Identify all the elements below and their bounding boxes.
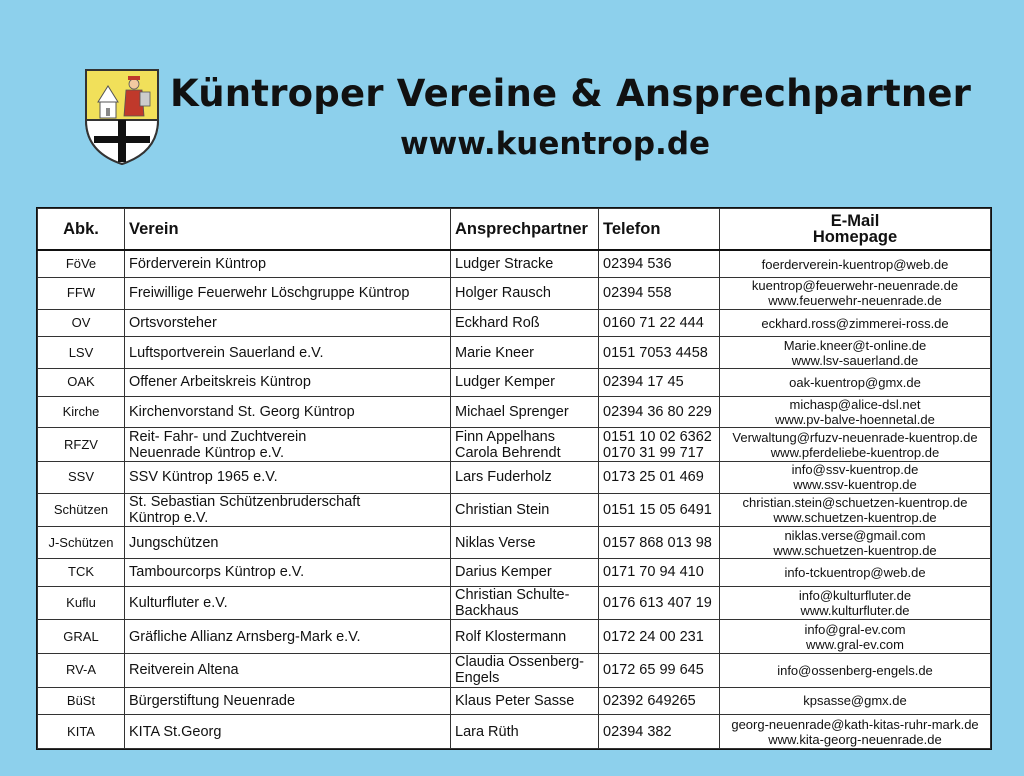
email-homepage-cell [720, 396, 991, 428]
verein-cell [125, 586, 451, 620]
contact-person-cell [451, 620, 599, 654]
table-row [38, 278, 991, 310]
verein-cell [125, 250, 451, 278]
verein-cell-line: Reitverein Altena [129, 662, 239, 679]
abk-cell: GRAL [38, 620, 125, 654]
table-row [38, 558, 991, 586]
contact-person-cell-line: Michael Sprenger [455, 403, 569, 420]
contact-person-cell [451, 278, 599, 310]
abk-cell: TCK [38, 558, 125, 586]
contact-person-cell-line: Lara Rüth [455, 723, 519, 740]
contact-person-cell-line: Christian Stein [455, 501, 550, 518]
contact-person-cell-line: Marie Kneer [455, 344, 534, 361]
table-row [38, 396, 991, 428]
verein-cell [125, 278, 451, 310]
phone-cell [599, 527, 720, 559]
email-homepage-cell-line[interactable]: Verwaltung@rfuzv-neuenrade-kuentrop.de [732, 429, 978, 445]
abk-cell: FFW [38, 278, 125, 310]
phone-cell [599, 396, 720, 428]
verein-cell-line: Offener Arbeitskreis Küntrop [129, 374, 311, 391]
table-row [38, 309, 991, 337]
email-homepage-cell-line[interactable]: www.kulturfluter.de [800, 602, 910, 618]
email-homepage-cell-line[interactable]: georg-neuenrade@kath-kitas-ruhr-mark.de [731, 716, 979, 732]
verein-cell-line: St. Sebastian Schützenbruderschaft [129, 493, 361, 510]
contact-person-cell-line: Claudia Ossenberg- [455, 654, 584, 671]
phone-cell [599, 653, 720, 687]
email-homepage-cell-line[interactable]: www.feuerwehr-neuenrade.de [768, 293, 942, 309]
phone-cell-line: 0176 613 407 19 [603, 594, 712, 611]
phone-cell [599, 493, 720, 527]
contact-person-cell [451, 558, 599, 586]
abk-cell: OAK [38, 368, 125, 396]
verein-cell-line: Kirchenvorstand St. Georg Küntrop [129, 403, 355, 420]
column-header-ansprechpartner: Ansprechpartner [451, 209, 599, 251]
email-homepage-cell-line[interactable]: oak-kuentrop@gmx.de [789, 374, 921, 390]
abk-cell: Schützen [38, 493, 125, 527]
phone-cell [599, 309, 720, 337]
email-homepage-cell-line[interactable]: info@gral-ev.com [804, 621, 906, 637]
contact-person-cell-line: Finn Appelhans [455, 428, 555, 445]
contact-person-cell [451, 396, 599, 428]
phone-cell [599, 558, 720, 586]
contact-person-cell-line: Niklas Verse [455, 534, 536, 551]
contact-person-cell-line: Darius Kemper [455, 564, 552, 581]
verein-cell-line: Ortsvorsteher [129, 315, 217, 332]
verein-cell-line: Neuenrade Küntrop e.V. [129, 444, 285, 461]
phone-cell-line: 0151 10 02 6362 [603, 428, 712, 445]
email-homepage-cell-line[interactable]: www.pv-balve-hoennetal.de [775, 411, 935, 427]
contact-person-cell-line: Klaus Peter Sasse [455, 692, 575, 709]
email-homepage-cell-line[interactable]: info@ossenberg-engels.de [777, 662, 933, 678]
email-homepage-cell [720, 428, 991, 462]
email-homepage-cell-line[interactable]: www.schuetzen-kuentrop.de [773, 509, 937, 525]
phone-cell [599, 715, 720, 749]
table-row [38, 493, 991, 527]
phone-cell-line: 02394 17 45 [603, 374, 684, 391]
table-header-row [38, 209, 991, 251]
email-homepage-cell-line[interactable]: christian.stein@schuetzen-kuentrop.de [742, 494, 968, 510]
contact-person-cell [451, 493, 599, 527]
email-homepage-cell [720, 337, 991, 369]
table-row [38, 368, 991, 396]
abk-cell: SSV [38, 461, 125, 493]
phone-cell [599, 586, 720, 620]
email-homepage-cell-line[interactable]: kuentrop@feuerwehr-neuenrade.de [751, 278, 959, 294]
verein-cell-line: Gräfliche Allianz Arnsberg-Mark e.V. [129, 628, 361, 645]
column-header-email: E-Mail [830, 212, 880, 230]
email-homepage-cell [720, 493, 991, 527]
verein-cell-line: Küntrop e.V. [129, 509, 209, 526]
abk-cell: FöVe [38, 250, 125, 278]
email-homepage-cell-line[interactable]: www.schuetzen-kuentrop.de [773, 542, 937, 558]
contact-person-cell [451, 715, 599, 749]
verein-cell [125, 493, 451, 527]
abk-cell: RV-A [38, 653, 125, 687]
table-row [38, 620, 991, 654]
column-header-verein: Verein [125, 209, 451, 251]
verein-cell [125, 337, 451, 369]
email-homepage-cell-line[interactable]: www.ssv-kuentrop.de [793, 477, 917, 493]
phone-cell [599, 620, 720, 654]
contact-person-cell-line: Holger Rausch [455, 285, 551, 302]
abk-cell: BüSt [38, 687, 125, 715]
phone-cell-line: 02394 382 [603, 723, 672, 740]
contact-person-cell-line: Rolf Klostermann [455, 628, 567, 645]
table-row [38, 337, 991, 369]
phone-cell-line: 0171 70 94 410 [603, 564, 704, 581]
verein-cell-line: Freiwillige Feuerwehr Löschgruppe Küntrop [129, 285, 410, 302]
email-homepage-cell-line[interactable]: Marie.kneer@t-online.de [783, 337, 927, 353]
contact-person-cell [451, 428, 599, 462]
email-homepage-cell [720, 586, 991, 620]
table-row [38, 687, 991, 715]
contact-person-cell [451, 687, 599, 715]
email-homepage-cell [720, 250, 991, 278]
verein-cell [125, 558, 451, 586]
email-homepage-cell-line[interactable]: eckhard.ross@zimmerei-ross.de [761, 315, 949, 331]
column-header-abk: Abk. [38, 209, 125, 251]
email-homepage-cell-line[interactable]: www.lsv-sauerland.de [791, 352, 919, 368]
contacts-table-container [36, 207, 992, 750]
email-homepage-cell-line[interactable]: kpsasse@gmx.de [803, 693, 907, 709]
verein-cell-line: Reit- Fahr- und Zuchtverein [129, 428, 307, 445]
contact-person-cell [451, 527, 599, 559]
phone-cell [599, 428, 720, 462]
contact-person-cell-line: Ludger Stracke [455, 256, 554, 273]
website-url: www.kuentrop.de [399, 126, 711, 162]
email-homepage-cell [720, 309, 991, 337]
email-homepage-cell [720, 278, 991, 310]
verein-cell [125, 715, 451, 749]
email-homepage-cell [720, 461, 991, 493]
table-row [38, 527, 991, 559]
phone-cell-line: 0173 25 01 469 [603, 469, 704, 486]
email-homepage-cell [720, 715, 991, 749]
email-homepage-cell-line[interactable]: info-tckuentrop@web.de [784, 564, 926, 580]
verein-cell [125, 396, 451, 428]
table-row [38, 653, 991, 687]
phone-cell-line: 0172 65 99 645 [603, 662, 704, 679]
verein-cell [125, 428, 451, 462]
email-homepage-cell-line[interactable]: foerderverein-kuentrop@web.de [761, 256, 949, 272]
abk-cell: KITA [38, 715, 125, 749]
verein-cell [125, 461, 451, 493]
abk-cell: OV [38, 309, 125, 337]
phone-cell-line: 0160 71 22 444 [603, 315, 704, 332]
phone-cell [599, 250, 720, 278]
phone-cell [599, 687, 720, 715]
contact-person-cell [451, 586, 599, 620]
phone-cell-line: 0170 31 99 717 [603, 444, 704, 461]
verein-cell-line: KITA St.Georg [129, 723, 222, 740]
verein-cell-line: Luftsportverein Sauerland e.V. [129, 344, 324, 361]
coat-of-arms-icon [84, 68, 160, 166]
email-homepage-cell [720, 687, 991, 715]
abk-cell: RFZV [38, 428, 125, 462]
phone-cell [599, 337, 720, 369]
verein-cell-line: Förderverein Küntrop [129, 256, 267, 273]
email-homepage-cell [720, 368, 991, 396]
contact-person-cell-line: Lars Fuderholz [455, 469, 552, 486]
abk-cell: LSV [38, 337, 125, 369]
table-row [38, 250, 991, 278]
verein-cell [125, 309, 451, 337]
phone-cell-line: 02394 558 [603, 285, 672, 302]
phone-cell-line: 0151 15 05 6491 [603, 501, 712, 518]
phone-cell-line: 02394 536 [603, 256, 672, 273]
email-homepage-cell [720, 558, 991, 586]
contact-person-cell-line: Carola Behrendt [455, 444, 561, 461]
abk-cell: J-Schützen [38, 527, 125, 559]
contact-person-cell [451, 250, 599, 278]
contact-person-cell [451, 368, 599, 396]
email-homepage-cell [720, 620, 991, 654]
contact-person-cell [451, 309, 599, 337]
verein-cell-line: Kulturfluter e.V. [129, 594, 228, 611]
verein-cell-line: SSV Küntrop 1965 e.V. [129, 469, 278, 486]
table-row [38, 715, 991, 749]
verein-cell [125, 687, 451, 715]
phone-cell-line: 02392 649265 [603, 692, 696, 709]
column-header-email-homepage [720, 209, 991, 251]
phone-cell [599, 461, 720, 493]
verein-cell-line: Jungschützen [129, 534, 219, 551]
verein-cell [125, 368, 451, 396]
contact-person-cell-line: Engels [455, 670, 500, 687]
email-homepage-cell-line[interactable]: info@ssv-kuentrop.de [791, 462, 919, 478]
phone-cell-line: 0157 868 013 98 [603, 534, 712, 551]
abk-cell: Kuflu [38, 586, 125, 620]
verein-cell-line: Tambourcorps Küntrop e.V. [129, 564, 305, 581]
contacts-table [37, 208, 991, 749]
email-homepage-cell [720, 527, 991, 559]
phone-cell [599, 278, 720, 310]
contact-person-cell [451, 653, 599, 687]
abk-cell: Kirche [38, 396, 125, 428]
email-homepage-cell-line[interactable]: www.pferdeliebe-kuentrop.de [770, 444, 940, 460]
contact-person-cell-line: Backhaus [455, 602, 519, 619]
contact-person-cell [451, 337, 599, 369]
phone-cell-line: 0151 7053 4458 [603, 344, 708, 361]
verein-cell [125, 527, 451, 559]
phone-cell [599, 368, 720, 396]
contact-person-cell [451, 461, 599, 493]
page-title: Küntroper Vereine & Ansprechpartner [170, 72, 972, 115]
phone-cell-line: 02394 36 80 229 [603, 403, 712, 420]
contact-person-cell-line: Ludger Kemper [455, 374, 555, 391]
contact-person-cell-line: Eckhard Roß [455, 315, 540, 332]
email-homepage-cell-line[interactable]: niklas.verse@gmail.com [784, 527, 926, 543]
verein-cell-line: Bürgerstiftung Neuenrade [129, 692, 296, 709]
column-header-homepage: Homepage [812, 228, 898, 246]
email-homepage-cell-line[interactable]: www.kita-georg-neuenrade.de [768, 731, 942, 747]
verein-cell [125, 620, 451, 654]
email-homepage-cell [720, 653, 991, 687]
verein-cell [125, 653, 451, 687]
email-homepage-cell-line[interactable]: michasp@alice-dsl.net [789, 396, 921, 412]
table-row [38, 461, 991, 493]
email-homepage-cell-line[interactable]: www.gral-ev.com [805, 636, 904, 652]
column-header-telefon: Telefon [599, 209, 720, 251]
table-row [38, 428, 991, 462]
table-row [38, 586, 991, 620]
email-homepage-cell-line[interactable]: info@kulturfluter.de [798, 587, 912, 603]
contact-person-cell-line: Christian Schulte- [455, 586, 570, 603]
phone-cell-line: 0172 24 00 231 [603, 628, 704, 645]
